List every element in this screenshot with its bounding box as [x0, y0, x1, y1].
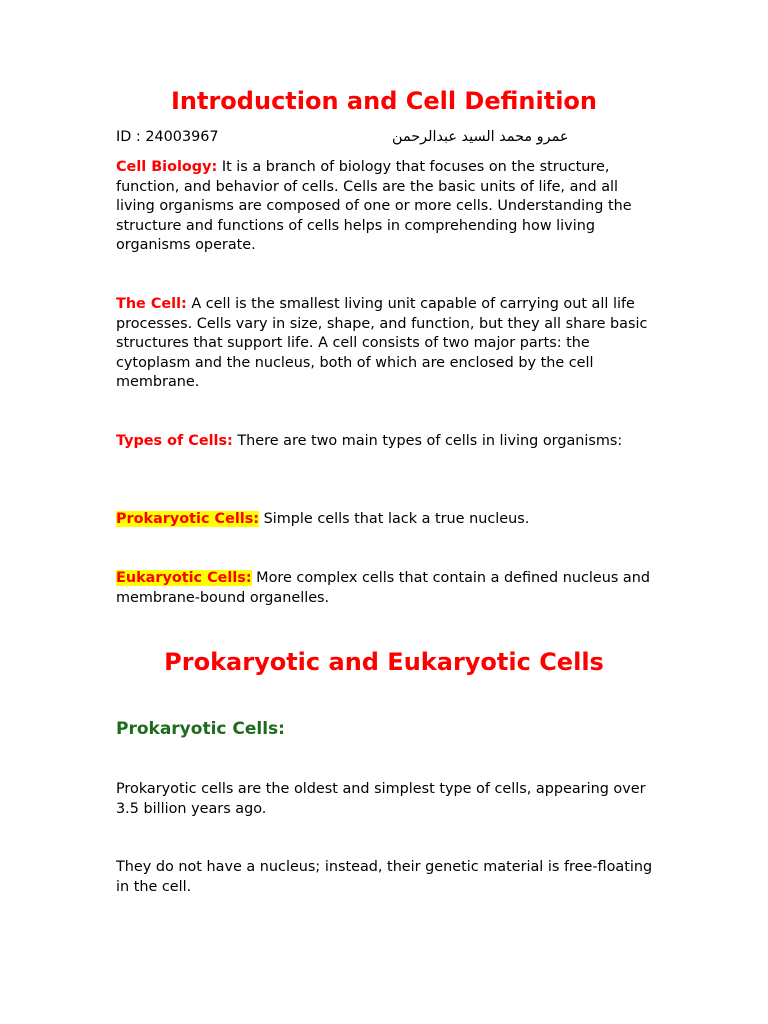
prokaryotic-item-text: Simple cells that lack a true nucleus.: [259, 511, 530, 527]
the-cell-label: The Cell:: [116, 296, 187, 312]
types-of-cells-paragraph: [116, 432, 656, 452]
prokaryotic-paragraph-1: Prokaryotic cells are the oldest and simplest type of cells, appearing over 3.5 billion years ago.: [116, 781, 646, 817]
eukaryotic-item-text: More complex cells that contain a defined nucleus and membrane-bound organelles.: [116, 570, 650, 606]
the-cell-text: A cell is the smallest living unit capable of carrying out all life processes. Cells vary in size, shape, and function, but they all share basic structures that support life. A cell consists of two major parts: the cytoplasm and the nucleus, both of which are enclosed by the cell membrane.: [116, 296, 648, 390]
cell-biology-paragraph: [116, 158, 656, 256]
author-name: عمرو محمد السيد عبدالرحمن: [392, 129, 569, 145]
cell-biology-label: Cell Biology:: [116, 159, 218, 175]
page-title: Introduction and Cell Definition: [170, 87, 598, 115]
the-cell-paragraph: [116, 295, 656, 393]
prokaryotic-item: [116, 510, 656, 530]
prokaryotic-paragraph-2: They do not have a nucleus; instead, their genetic material is free-floating in the cell.: [116, 859, 653, 895]
types-of-cells-label: Types of Cells:: [116, 433, 233, 449]
prokaryotic-subheading: Prokaryotic Cells:: [116, 719, 285, 739]
section-heading: Prokaryotic and Eukaryotic Cells: [164, 648, 604, 676]
types-of-cells-text: There are two main types of cells in living organisms:: [232, 433, 623, 449]
eukaryotic-item: [116, 569, 656, 608]
student-id: ID : 24003967: [116, 129, 219, 145]
prokaryotic-item-label: Prokaryotic Cells:: [116, 511, 260, 527]
eukaryotic-item-label: Eukaryotic Cells:: [116, 570, 252, 586]
cell-biology-text: It is a branch of biology that focuses on the structure, function, and behavior of cells. Cells are the basic units of life, and all living organisms are composed of one or more cells. Understanding the structure and functions of cells helps in comprehending how living organisms operate.: [116, 159, 632, 253]
